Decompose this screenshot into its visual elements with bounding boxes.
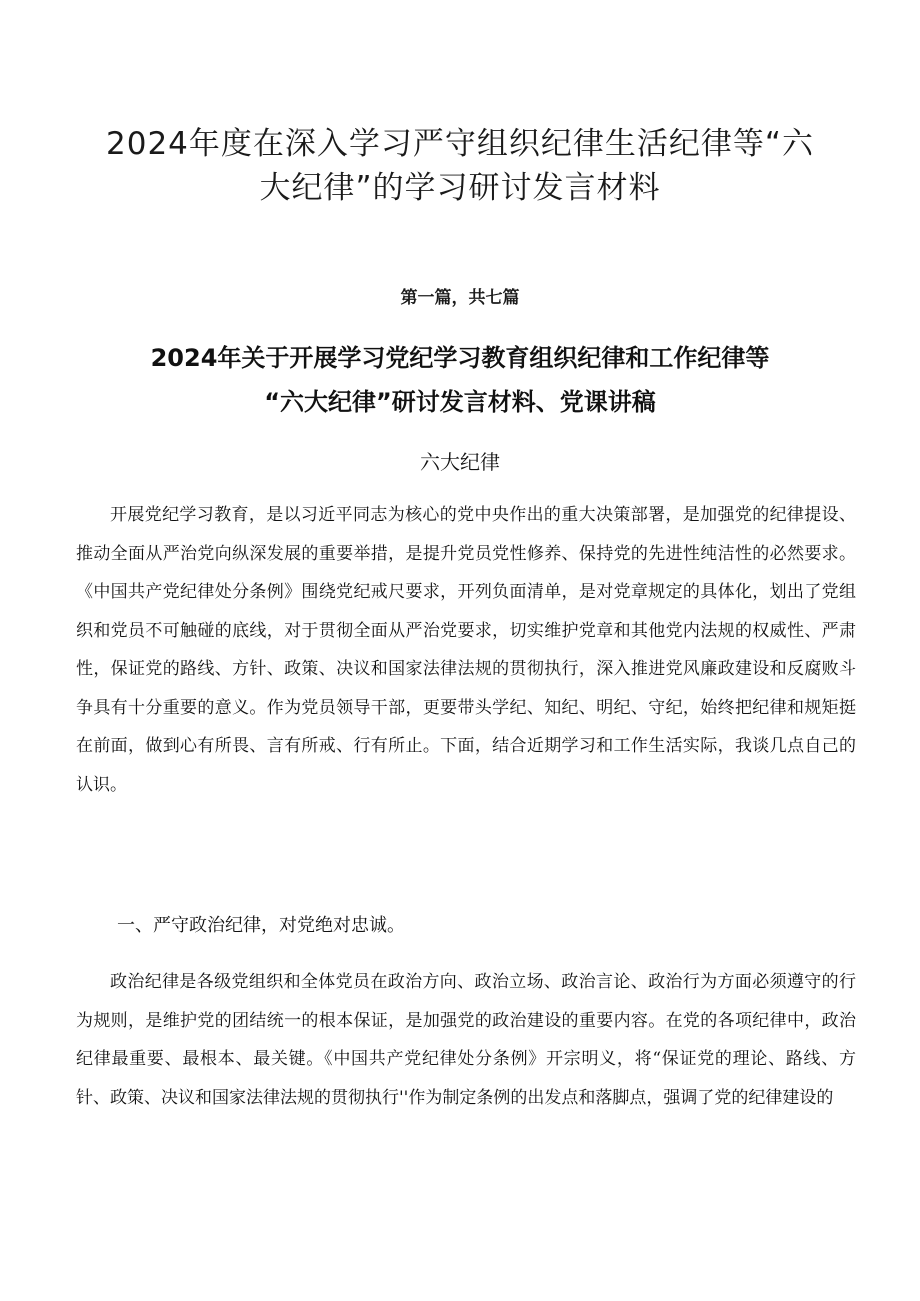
article-counter-label: 第一篇，共七篇: [400, 288, 520, 308]
section-heading-political-discipline: 一、严守政治纪律，对党绝对忠诚。: [117, 915, 405, 936]
document-title-line-2: 大纪律”的学习研讨发言材料: [259, 170, 661, 206]
document-title: [60, 122, 860, 210]
article-subtitle: 六大纪律: [420, 450, 500, 474]
document-title-line-1: 2024年度在深入学习严守组织纪律生活纪律等“六: [106, 126, 814, 162]
section-paragraph-political-discipline: 政治纪律是各级党组织和全体党员在政治方向、政治立场、政治言论、政治行为方面必须遵守的行为规则，是维护党的团结统一的根本保证，是加强党的政治建设的重要内容。在党的各项纪律中，政治纪律最重要、最根本、最关键。《中国共产党纪律处分条例》开宗明义，将“保证党的理论、路线、方针、政策、决议和国家法律法规的贯彻执行''作为制定条例的出发点和落脚点，强调了党的纪律建设的: [76, 972, 856, 1108]
article-title-line-1: 2024年关于开展学习党纪学习教育组织纪律和工作纪律等: [150, 344, 770, 372]
article-title-line-2: “六大纪律”研讨发言材料、党课讲稿: [264, 388, 656, 416]
article-title: [60, 336, 860, 424]
intro-paragraph: 开展党纪学习教育，是以习近平同志为核心的党中央作出的重大决策部署，是加强党的纪律提设、推动全面从严治党向纵深发展的重要举措，是提升党员党性修养、保持党的先进性纯洁性的必然要求。《中国共产党纪律处分条例》围绕党纪戒尺要求，开列负面清单，是对党章规定的具体化，划出了党组织和党员不可触碰的底线，对于贯彻全面从严治党要求，切实维护党章和其他党内法规的权威性、严肃性，保证党的路线、方针、政策、决议和国家法律法规的贯彻执行，深入推进党风廉政建设和反腐败斗争具有十分重要的意义。作为党员领导干部，更要带头学纪、知纪、明纪、守纪，始终把纪律和规矩挺在前面，做到心有所畏、言有所戒、行有所止。下面，结合近期学习和工作生活实际，我谈几点自己的认识。: [76, 505, 856, 795]
